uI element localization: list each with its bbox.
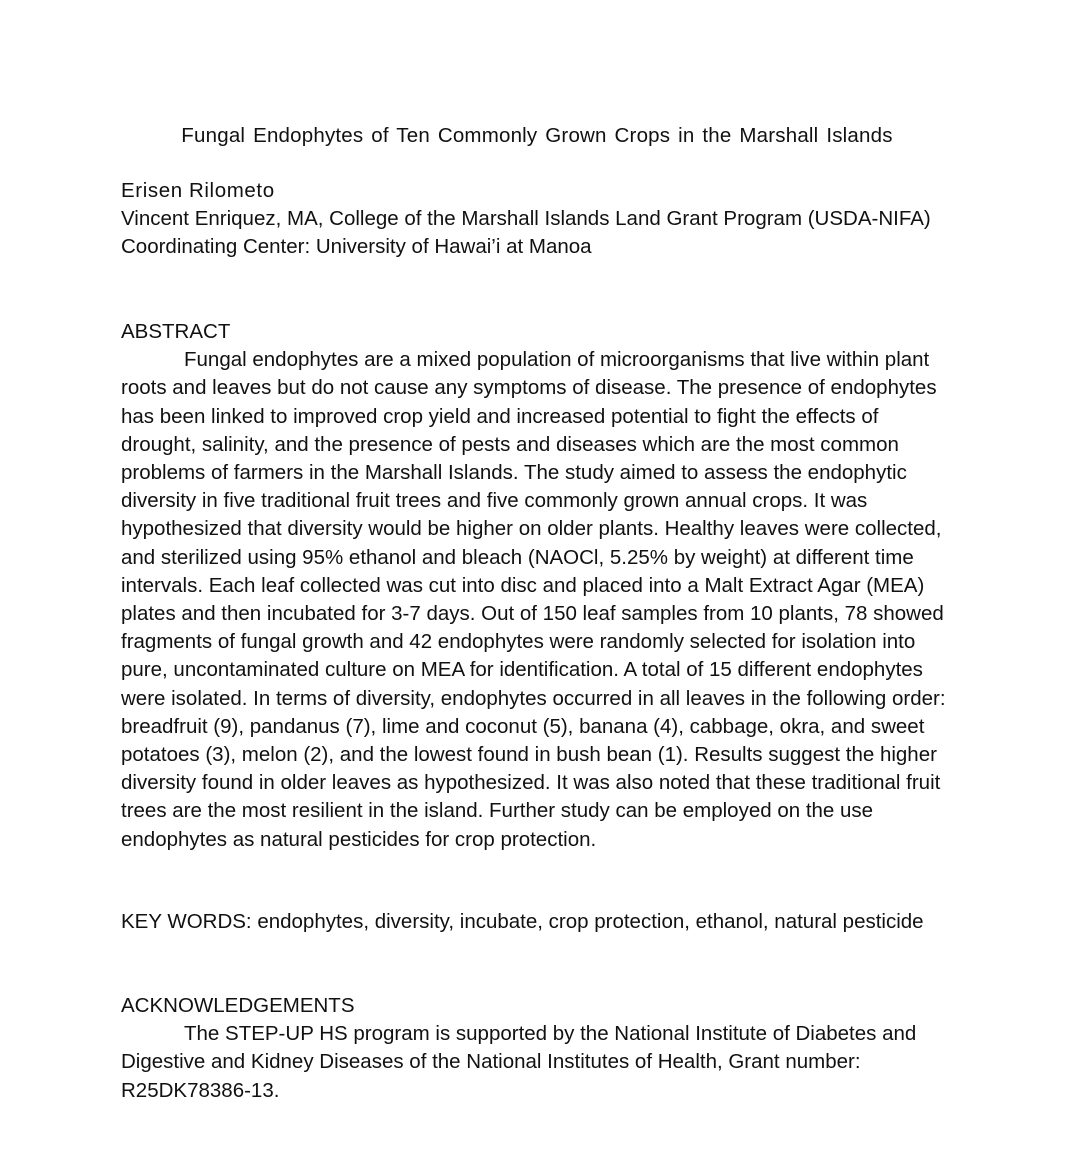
abstract-text: Fungal endophytes are a mixed population of microorganisms that live within plant roots and leaves but do not cause any symptoms of disease. The presence of endophytes has been linked to improved crop yield and increased potential to fight the effects of drought, salinity, and the presence of pests and diseases which are the most common problems of farmers in the Marshall Islands. The study aimed to assess the endophytic diversity in five traditional fruit trees and five commonly grown annual crops. It was hypothesized that diversity would be higher on older plants. Healthy leaves were collected, and sterilized using 95% ethanol and bleach (NAOCl, 5.25% by weight) at different time intervals. Each leaf collected was cut into disc and placed into a Malt Extract Agar (MEA) plates and then incubated for 3-7 days. Out of 150 leaf samples from 10 plants, 78 showed fragments of fungal growth and 42 endophytes were randomly selected for isolation into pure, uncontaminated culture on MEA for identification. A total of 15 different endophytes were isolated. In terms of diversity, endophytes occurred in all leaves in the following order: breadfruit (9), pandanus (7), lime and coconut (5), banana (4), cabbage, okra, and sweet potatoes (3), melon (2), and the lowest found in bush bean (1). Results suggest the higher diversity found in older leaves as hypothesized. It was also noted that these traditional fruit trees are the most resilient in the island. Further study can be employed on the use endophytes as natural pesticides for crop protection. [121,348,946,851]
author-block [121,177,951,262]
mentor-author: Vincent Enriquez, MA, College of the Marshall Islands Land Grant Program (USDA-NIFA) [121,207,931,231]
coordinating-center: Coordinating Center: University of Hawai’i at Manoa [121,235,592,259]
student-author: Erisen Rilometo [121,179,275,202]
keywords: KEY WORDS: endophytes, diversity, incubate, crop protection, ethanol, natural pesticide [121,910,924,933]
acknowledgements-section [121,992,951,1105]
acknowledgements-heading: ACKNOWLEDGEMENTS [121,994,355,1017]
abstract-section [121,318,951,854]
abstract-heading: ABSTRACT [121,320,231,343]
acknowledgements-text: The STEP-UP HS program is supported by the National Institute of Diabetes and Digestive and Kidney Diseases of the National Institutes of Health, Grant number: R25DK78386-13. [121,1022,917,1102]
paper-title: Fungal Endophytes of Ten Commonly Grown Crops in the Marshall Islands [181,124,893,147]
